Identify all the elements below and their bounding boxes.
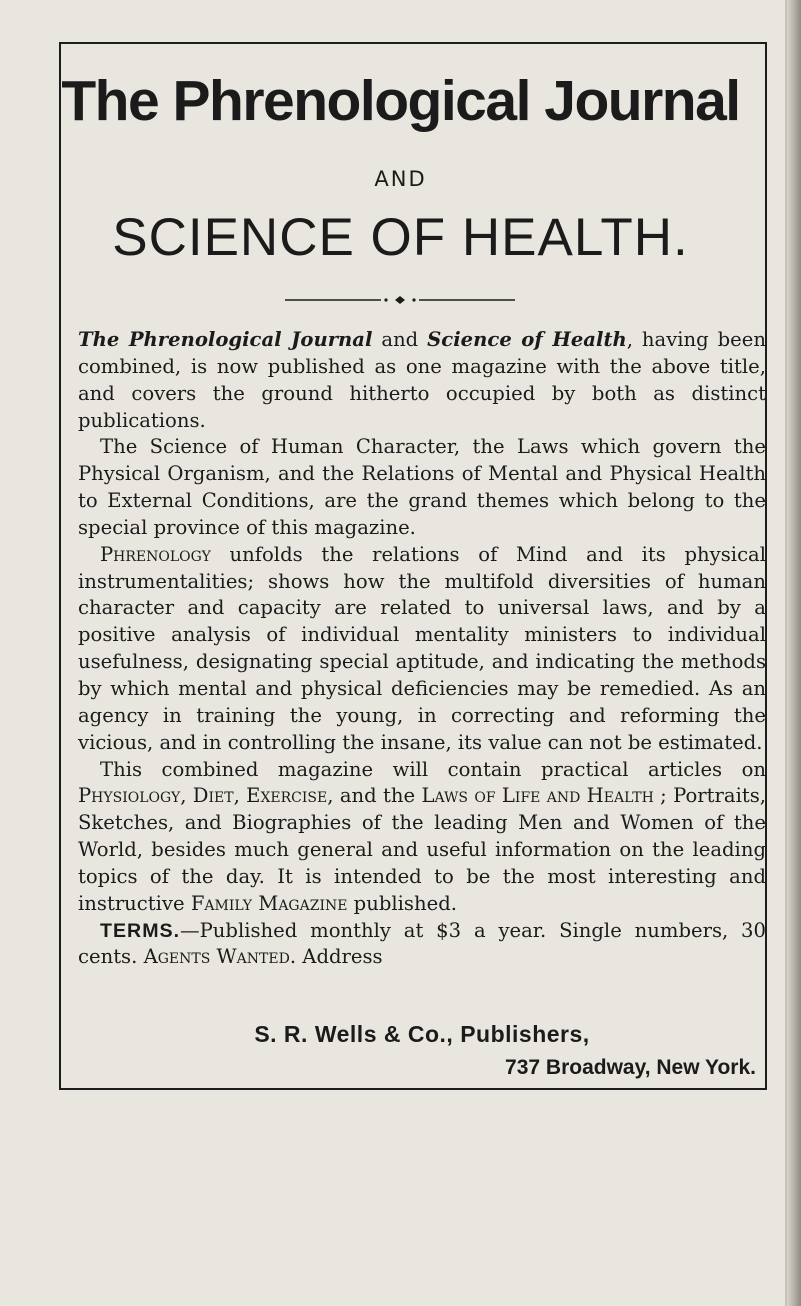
- body-text: [78, 327, 766, 971]
- paragraph-intro: The Phrenological Journal and Science of Health, having been combined, is now published as one magazine with the above title, and covers the ground hitherto occupied by both as distinct publications.: [78, 328, 766, 432]
- paragraph-terms: TERMS.—Published monthly at $3 a year. Single numbers, 30 cents. Agents Wanted. Address: [78, 918, 766, 969]
- and-label: AND: [374, 167, 427, 191]
- publisher-name: S. R. Wells & Co., Publishers,: [254, 1021, 590, 1047]
- publisher-address: 737 Broadway, New York.: [505, 1056, 756, 1079]
- paragraph-phrenology: Phrenology unfolds the relations of Mind and its physical instrumentalities; shows how the multifold diversities of human character and capacity are related to universal laws, and by a positive analysis of individual mentality ministers to individual usefulness, designating special aptitude, and indicating the methods by which mental and physical deficiencies may be remedied. As an agency in training the young, in correcting and reforming the vicious, and in controlling the insane, its value can not be estimated.: [78, 542, 766, 754]
- ornament-divider: [285, 296, 515, 304]
- diamond-icon: [395, 296, 405, 304]
- paragraph-themes: The Science of Human Character, the Laws which govern the Physical Organism, and the Relations of Mental and Physical Health to External Conditions, are the grand themes which belong to the special province of this magazine.: [78, 435, 766, 539]
- subtitle: SCIENCE OF HEALTH.: [112, 208, 689, 267]
- page-title: The Phrenological Journal: [61, 69, 740, 133]
- paragraph-contents: This combined magazine will contain practical articles on Physiology, Diet, Exercise, and the Laws of Life and Health ; Portraits, Sketches, and Biographies of the leading Men and Women of the World, besides much general and useful information on the leading topics of the day. It is intended to be the most interesting and instructive Family Magazine published.: [78, 757, 766, 915]
- page-edge: [787, 0, 801, 1306]
